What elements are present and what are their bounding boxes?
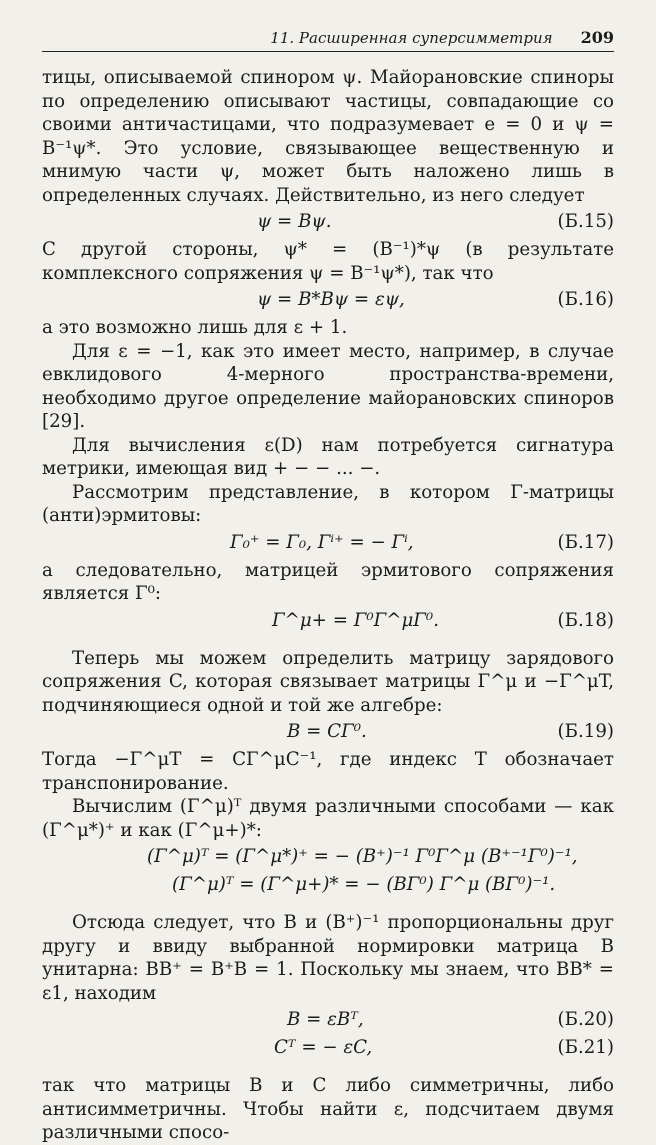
paragraph: Для вычисления ε(D) нам потребуется сигнатура метрики, имеющая вид + − − ... −. — [42, 434, 614, 479]
paragraph: Вычислим (Γ^μ)ᵀ двумя различными способами — как (Γ^μ*)⁺ и как (Γ^μ+)*: — [42, 796, 614, 841]
equation-formula: Γ₀⁺ = Γ₀, Γⁱ⁺ = − Γⁱ, — [230, 531, 414, 553]
paragraph: а следовательно, матрицей эрмитового сопряжения является Γ⁰: — [42, 559, 614, 604]
equation-formula: B = εBᵀ, — [287, 1009, 364, 1030]
equation-label: (Б.17) — [557, 531, 614, 553]
section-title: 11. Расширенная суперсимметрия — [270, 29, 553, 47]
page — [42, 28, 614, 1145]
paragraph: Для ε = −1, как это имеет место, например, в случае евклидового 4-мерного пространства-времени, необходимо другое определение майорановских спиноров [29]. — [42, 340, 614, 432]
equation-b18 — [42, 609, 614, 634]
paragraph: а это возможно лишь для ε + 1. — [42, 317, 348, 338]
equation-label: (Б.15) — [557, 211, 614, 232]
equation-label: (Б.20) — [557, 1009, 614, 1030]
equation-label: (Б.19) — [557, 721, 614, 742]
paragraph: Тогда −Γ^μT = CΓ^μC⁻¹, где индекс T обозначает транспонирование. — [42, 749, 614, 794]
equation-formula: (Γ^μ)ᵀ = (Γ^μ+)* = − (BΓ⁰) Γ^μ (BΓ⁰)⁻¹. — [172, 874, 556, 895]
equation-formula: Γ^μ+ = Γ⁰Γ^μΓ⁰. — [272, 609, 439, 631]
spacer — [42, 1064, 614, 1074]
equation-formula: (Γ^μ)ᵀ = (Γ^μ*)⁺ = − (B⁺)⁻¹ Γ⁰Γ^μ (B⁺⁻¹Γ⁰)⁻¹, — [147, 846, 578, 867]
paragraph: Рассмотрим представление, в котором Γ-матрицы (анти)эрмитовы: — [42, 481, 614, 526]
paragraph: так что матрицы B и C либо симметричны, либо антисимметричны. Чтобы найти ε, подсчитаем двумя различными спосо- — [42, 1075, 614, 1143]
page-body — [42, 66, 614, 1145]
paragraph: Отсюда следует, что B и (B⁺)⁻¹ пропорциональны друг другу и ввиду выбранной нормировки матрица B унитарна: BB⁺ = B⁺B = 1. Поскольку мы знаем, что BB* = ε1, находим — [42, 912, 614, 1004]
equation-formula: ψ = Bψ. — [257, 211, 332, 232]
equation-b15 — [42, 210, 614, 235]
equation-b21 — [42, 1036, 614, 1061]
equation-label: (Б.16) — [557, 289, 614, 310]
paragraph: тицы, описываемой спинором ψ. Майорановские спиноры по определению описывают частицы, совпадающие со своими античастицами, что подразумевает e = 0 и ψ = B⁻¹ψ*. Это условие, связывающее вещественную и мнимую части ψ, может быть наложено лишь в определенных случаях. Действительно, из него следует — [42, 67, 614, 206]
equation-label: (Б.21) — [557, 1037, 614, 1058]
paragraph: С другой стороны, ψ* = (B⁻¹)*ψ (в результате комплексного сопряжения ψ = B⁻¹ψ*), так что — [42, 239, 614, 284]
page-number: 209 — [580, 28, 614, 47]
running-header — [42, 28, 614, 52]
spacer — [42, 901, 614, 911]
equation-b20 — [42, 1008, 614, 1033]
equation-label: (Б.18) — [557, 609, 614, 631]
spacer — [42, 637, 614, 647]
equation-formula: B = CΓ⁰. — [287, 721, 367, 742]
equation-transpose-2 — [42, 873, 614, 898]
equation-b17 — [42, 531, 614, 556]
equation-formula: Cᵀ = − εC, — [274, 1037, 373, 1058]
paragraph: Теперь мы можем определить матрицу зарядового сопряжения C, которая связывает матрицы Γ^μ и −Γ^μT, подчиняющиеся одной и той же алгебре: — [42, 647, 614, 716]
equation-transpose-1 — [42, 845, 614, 870]
equation-b19 — [42, 720, 614, 745]
equation-formula: ψ = B*Bψ = εψ, — [257, 289, 405, 310]
equation-b16 — [42, 288, 614, 313]
